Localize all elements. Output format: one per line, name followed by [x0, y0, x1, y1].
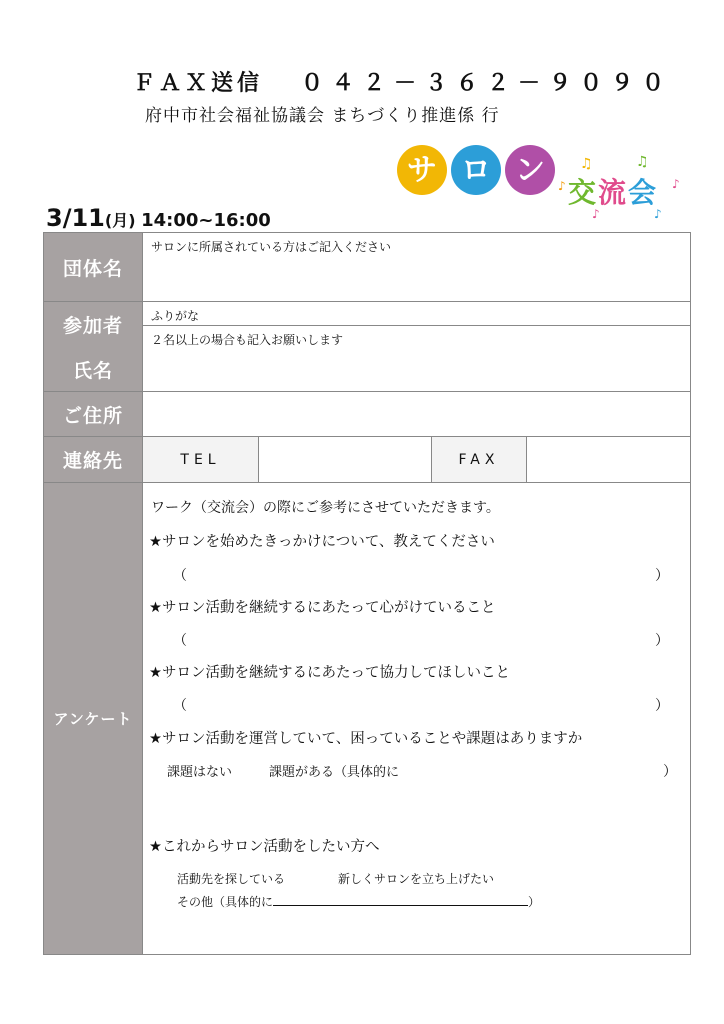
q5-option-seeking[interactable]: 活動先を探している [177, 872, 286, 886]
tel-input[interactable] [259, 437, 432, 482]
answer-3-open: （ [173, 698, 187, 714]
event-date: 3/11 [46, 204, 105, 232]
svg-text:交: 交 [568, 176, 597, 209]
survey-label: アンケート [44, 483, 143, 955]
question-1: ★サロンを始めたきっかけについて、教えてください [149, 534, 495, 550]
svg-text:♫: ♫ [636, 154, 649, 170]
participant-label [44, 302, 143, 392]
svg-text:♪: ♪ [558, 179, 566, 193]
question-3: ★サロン活動を継続するにあたって協力してほしいこと [149, 665, 510, 681]
contact-row [143, 437, 691, 483]
survey-intro: ワーク（交流会）の際にご参考にさせていただきます。 [151, 500, 500, 516]
participant-field[interactable] [143, 302, 691, 392]
q5-other-input-line[interactable] [273, 893, 528, 906]
q5-other-label: その他（具体的に [177, 895, 274, 909]
svg-text:会: 会 [628, 176, 657, 209]
participant-label-line2: 氏名 [72, 359, 113, 382]
tel-label: TEL [143, 437, 259, 482]
svg-text:♫: ♫ [580, 156, 593, 172]
address-field[interactable] [143, 392, 691, 437]
svg-text:流: 流 [598, 176, 627, 209]
svg-text:♪: ♪ [654, 207, 662, 220]
answer-1-close: ） [655, 568, 669, 584]
address-label: ご住所 [44, 392, 143, 437]
fax-header [133, 66, 673, 97]
svg-text:サ: サ [407, 153, 437, 188]
question-4: ★サロン活動を運営していて、困っていることや課題はありますか [149, 731, 583, 747]
survey-section [143, 483, 691, 955]
event-datetime [46, 204, 271, 232]
salon-exchange-logo [396, 140, 696, 220]
fax-input[interactable] [527, 437, 690, 482]
fax-label: ＦＡＸ送信 [133, 71, 264, 96]
question-5: ★これからサロン活動をしたい方へ [149, 839, 380, 855]
event-time: 14:00~16:00 [141, 210, 271, 231]
q5-option-other[interactable] [177, 893, 540, 910]
svg-text:♪: ♪ [672, 177, 680, 191]
group-name-note: サロンに所属されている方はご記入ください [151, 240, 392, 254]
q5-option-start-new[interactable]: 新しくサロンを立ち上げたい [338, 872, 495, 886]
answer-2-open: （ [173, 633, 187, 649]
q4-close-paren: ） [663, 764, 677, 780]
answer-3-close: ） [655, 698, 669, 714]
event-weekday: (月) [104, 211, 136, 230]
contact-label: 連絡先 [44, 437, 143, 483]
q5-other-close: ） [528, 895, 541, 909]
svg-text:ロ: ロ [461, 153, 491, 188]
participant-note: ２名以上の場合も記入お願いします [151, 333, 344, 347]
group-name-label: 団体名 [44, 233, 143, 302]
furigana-label: ふりがな [151, 309, 200, 323]
q4-option-no-issue[interactable]: 課題はない [167, 765, 233, 780]
recipient-line: 府中市社会福祉協議会 まちづくり推進係 行 [145, 106, 500, 126]
fax-label-cell: FAX [432, 437, 527, 482]
group-name-field[interactable] [143, 233, 691, 302]
fax-number: ０４２－３６２－９０９０ [301, 71, 674, 96]
svg-text:ン: ン [515, 153, 545, 188]
q4-option-has-issue[interactable]: 課題がある（具体的に [269, 765, 400, 780]
participant-label-line1: 参加者 [62, 314, 123, 337]
svg-text:♪: ♪ [592, 207, 600, 220]
answer-2-close: ） [655, 633, 669, 649]
question-2: ★サロン活動を継続するにあたって心がけていること [149, 600, 496, 616]
application-form [43, 232, 691, 955]
furigana-row[interactable] [143, 302, 690, 326]
answer-1-open: （ [173, 568, 187, 584]
